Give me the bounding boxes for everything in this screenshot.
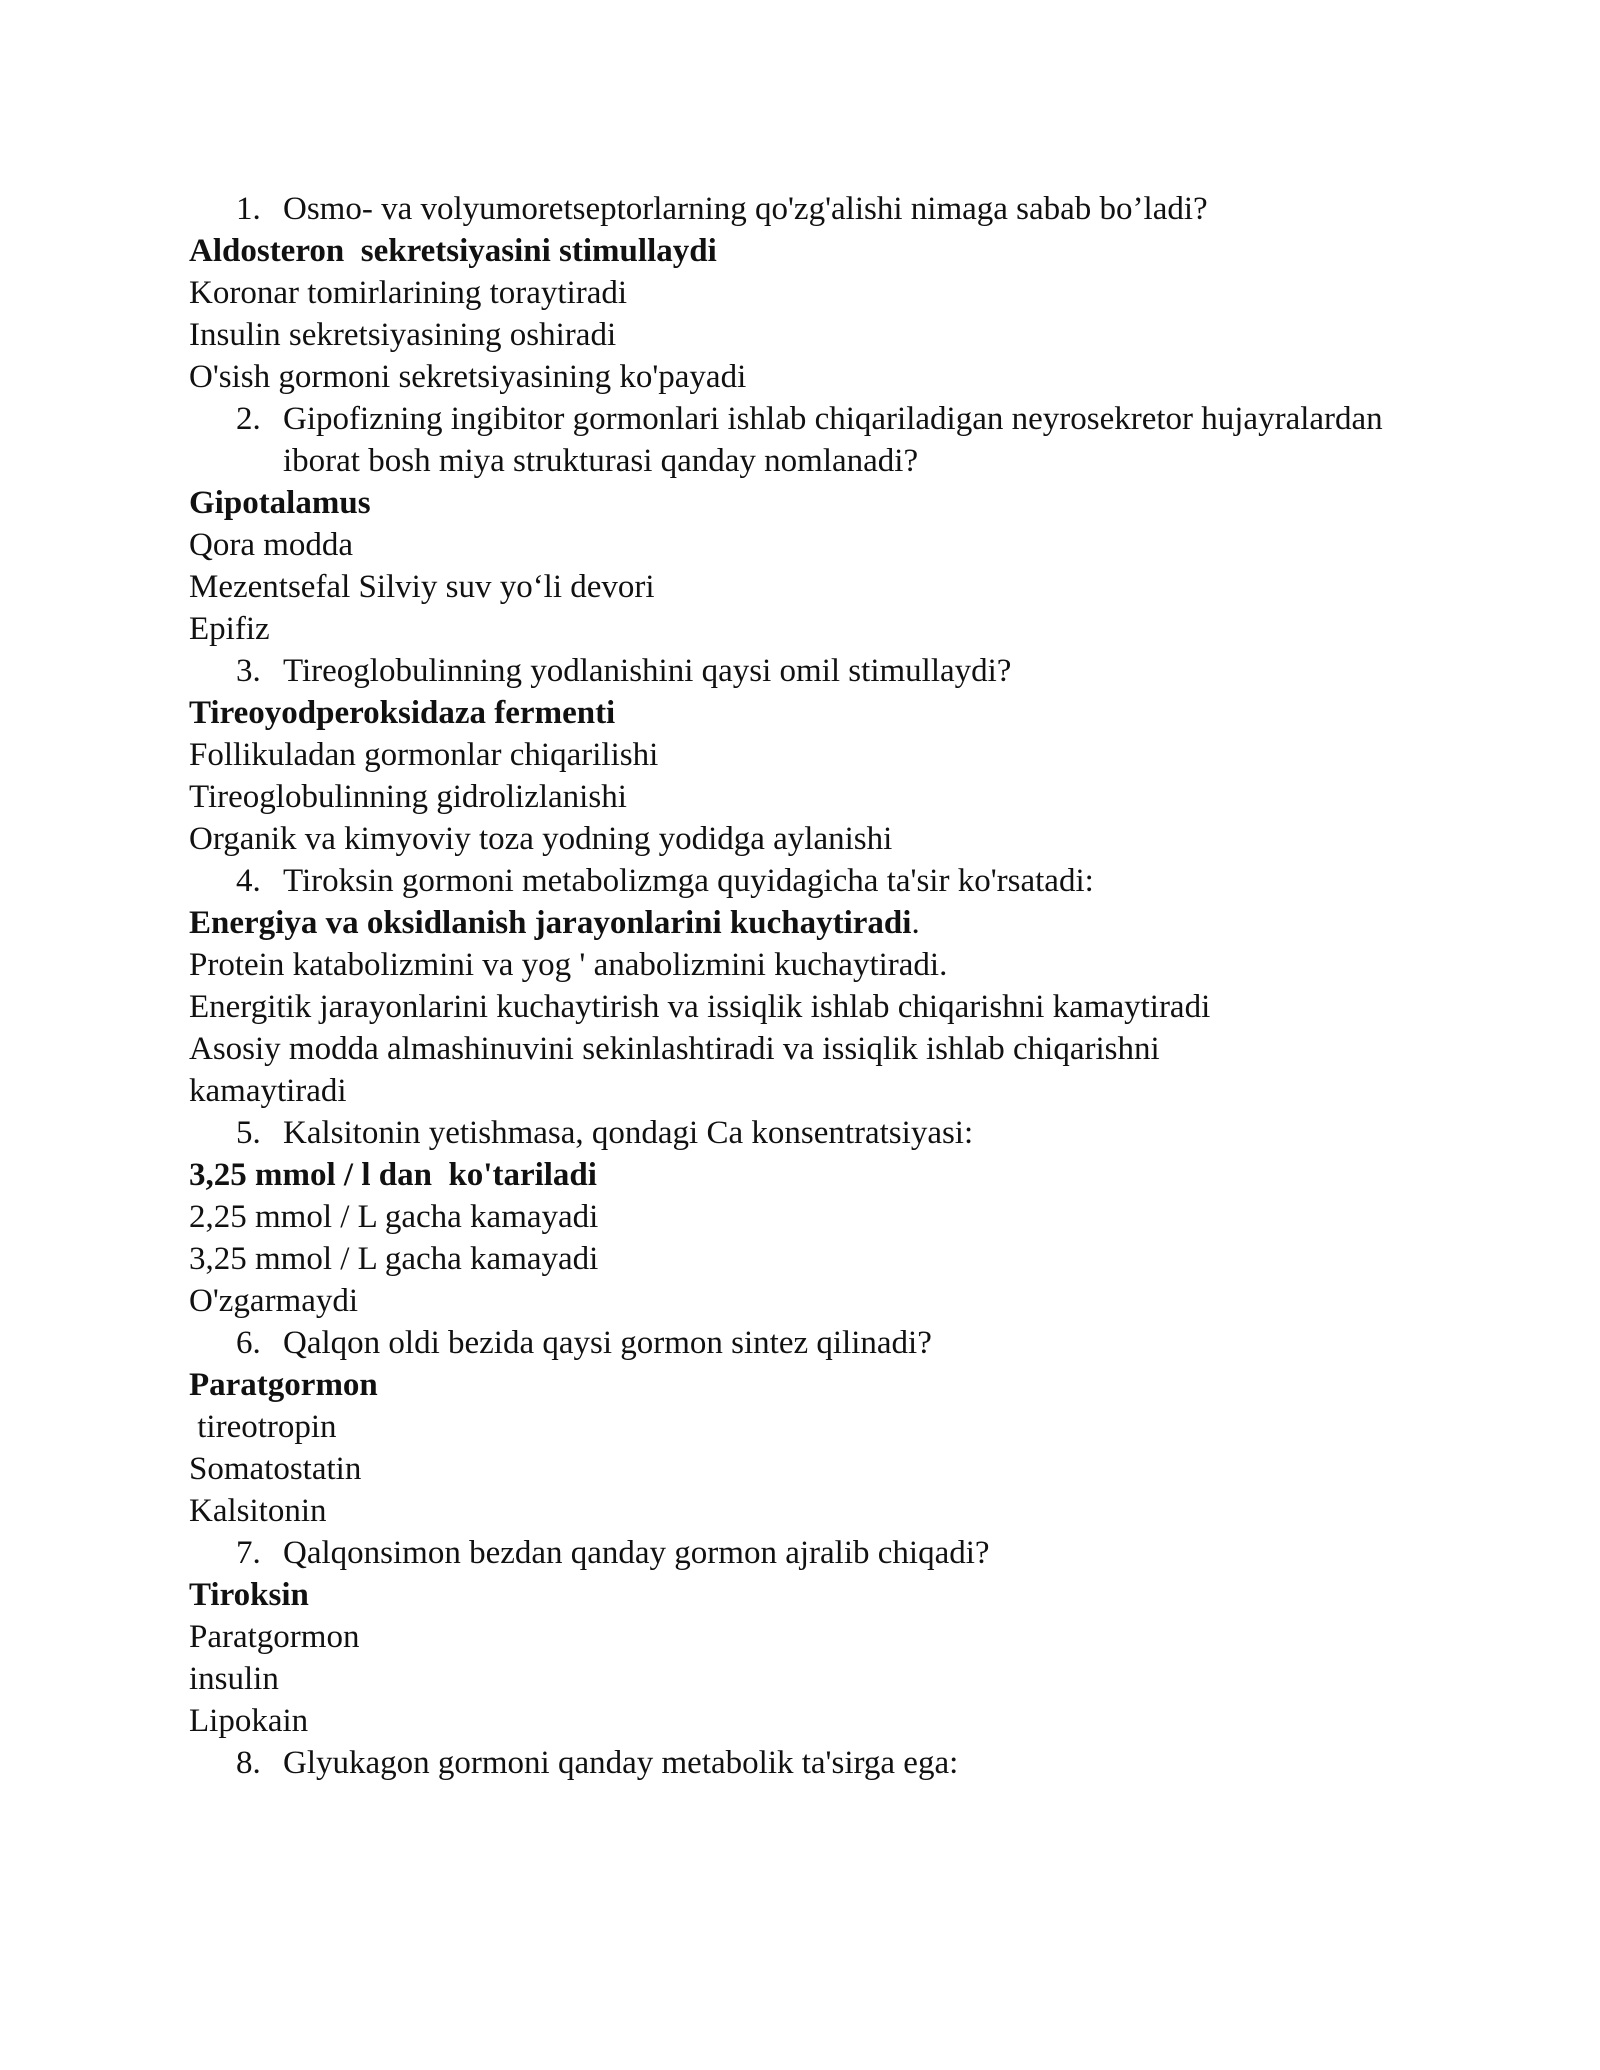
correct-answer: Tireoyodperoksidaza fermenti <box>189 695 616 731</box>
question-6 <box>189 1322 1419 1364</box>
question-2 <box>189 398 1419 482</box>
question-text: Osmo- va volyumoretseptorlarning qo'zg'alishi nimaga sabab bo’ladi? <box>283 191 1208 227</box>
correct-answer: Aldosteron sekretsiyasini stimullaydi <box>189 233 717 269</box>
question-1 <box>189 188 1419 230</box>
answer-option: Follikuladan gormonlar chiqarilishi <box>189 737 659 773</box>
question-text: Qalqon oldi bezida qaysi gormon sintez qilinadi? <box>283 1325 932 1361</box>
question-text: Gipofizning ingibitor gormonlari ishlab chiqariladigan neyrosekretor hujayralardan iborat bosh miya strukturasi qanday nomlanadi? <box>283 401 1383 479</box>
question-number: 8. <box>236 1745 261 1781</box>
correct-answer-suffix: . <box>911 905 920 941</box>
question-5 <box>189 1112 1419 1154</box>
answer-option: 3,25 mmol / L gacha kamayadi <box>189 1241 599 1277</box>
question-7 <box>189 1532 1419 1574</box>
answer-option: Insulin sekretsiyasining oshiradi <box>189 317 617 353</box>
question-3 <box>189 650 1419 692</box>
answer-option: Mezentsefal Silviy suv yo‘li devori <box>189 569 655 605</box>
question-number: 7. <box>236 1535 261 1571</box>
answer-option: Protein katabolizmini va yog ' anabolizmini kuchaytiradi. <box>189 947 948 983</box>
document-page <box>189 188 1419 1784</box>
answer-option: tireotropin <box>189 1409 337 1445</box>
answer-option: Epifiz <box>189 611 270 647</box>
question-number: 4. <box>236 863 261 899</box>
question-number: 6. <box>236 1325 261 1361</box>
answer-option: Lipokain <box>189 1703 309 1739</box>
question-text: Tireoglobulinning yodlanishini qaysi omil stimullaydi? <box>283 653 1012 689</box>
correct-answer: Energiya va oksidlanish jarayonlarini kuchaytiradi <box>189 905 912 941</box>
question-text: Tiroksin gormoni metabolizmga quyidagicha ta'sir ko'rsatadi: <box>283 863 1094 899</box>
answer-option: O'zgarmaydi <box>189 1283 359 1319</box>
answer-option: Organik va kimyoviy toza yodning yodidga aylanishi <box>189 821 893 857</box>
question-text: Qalqonsimon bezdan qanday gormon ajralib chiqadi? <box>283 1535 990 1571</box>
question-8 <box>189 1742 1419 1784</box>
answer-option: Asosiy modda almashinuvini sekinlashtiradi va issiqlik ishlab chiqarishni kamaytiradi <box>189 1031 1168 1109</box>
correct-answer: Gipotalamus <box>189 485 371 521</box>
correct-answer: Paratgormon <box>189 1367 378 1403</box>
question-text: Glyukagon gormoni qanday metabolik ta'sirga ega: <box>283 1745 959 1781</box>
question-number: 5. <box>236 1115 261 1151</box>
answer-option: Koronar tomirlarining toraytiradi <box>189 275 628 311</box>
answer-option: Tireoglobulinning gidrolizlanishi <box>189 779 627 815</box>
answer-option: O'sish gormoni sekretsiyasining ko'payadi <box>189 359 747 395</box>
question-4 <box>189 860 1419 902</box>
answer-option: Somatostatin <box>189 1451 362 1487</box>
question-number: 1. <box>236 191 261 227</box>
answer-option: Energitik jarayonlarini kuchaytirish va issiqlik ishlab chiqarishni kamaytiradi <box>189 989 1211 1025</box>
answer-option: insulin <box>189 1661 279 1697</box>
answer-option: 2,25 mmol / L gacha kamayadi <box>189 1199 599 1235</box>
correct-answer-line <box>189 902 1419 944</box>
answer-option: Kalsitonin <box>189 1493 327 1529</box>
question-text: Kalsitonin yetishmasa, qondagi Ca konsentratsiyasi: <box>283 1115 974 1151</box>
correct-answer: 3,25 mmol / l dan ko'tariladi <box>189 1157 597 1193</box>
answer-option: Qora modda <box>189 527 354 563</box>
question-number: 2. <box>236 401 261 437</box>
answer-option: Paratgormon <box>189 1619 360 1655</box>
correct-answer: Tiroksin <box>189 1577 309 1613</box>
question-number: 3. <box>236 653 261 689</box>
